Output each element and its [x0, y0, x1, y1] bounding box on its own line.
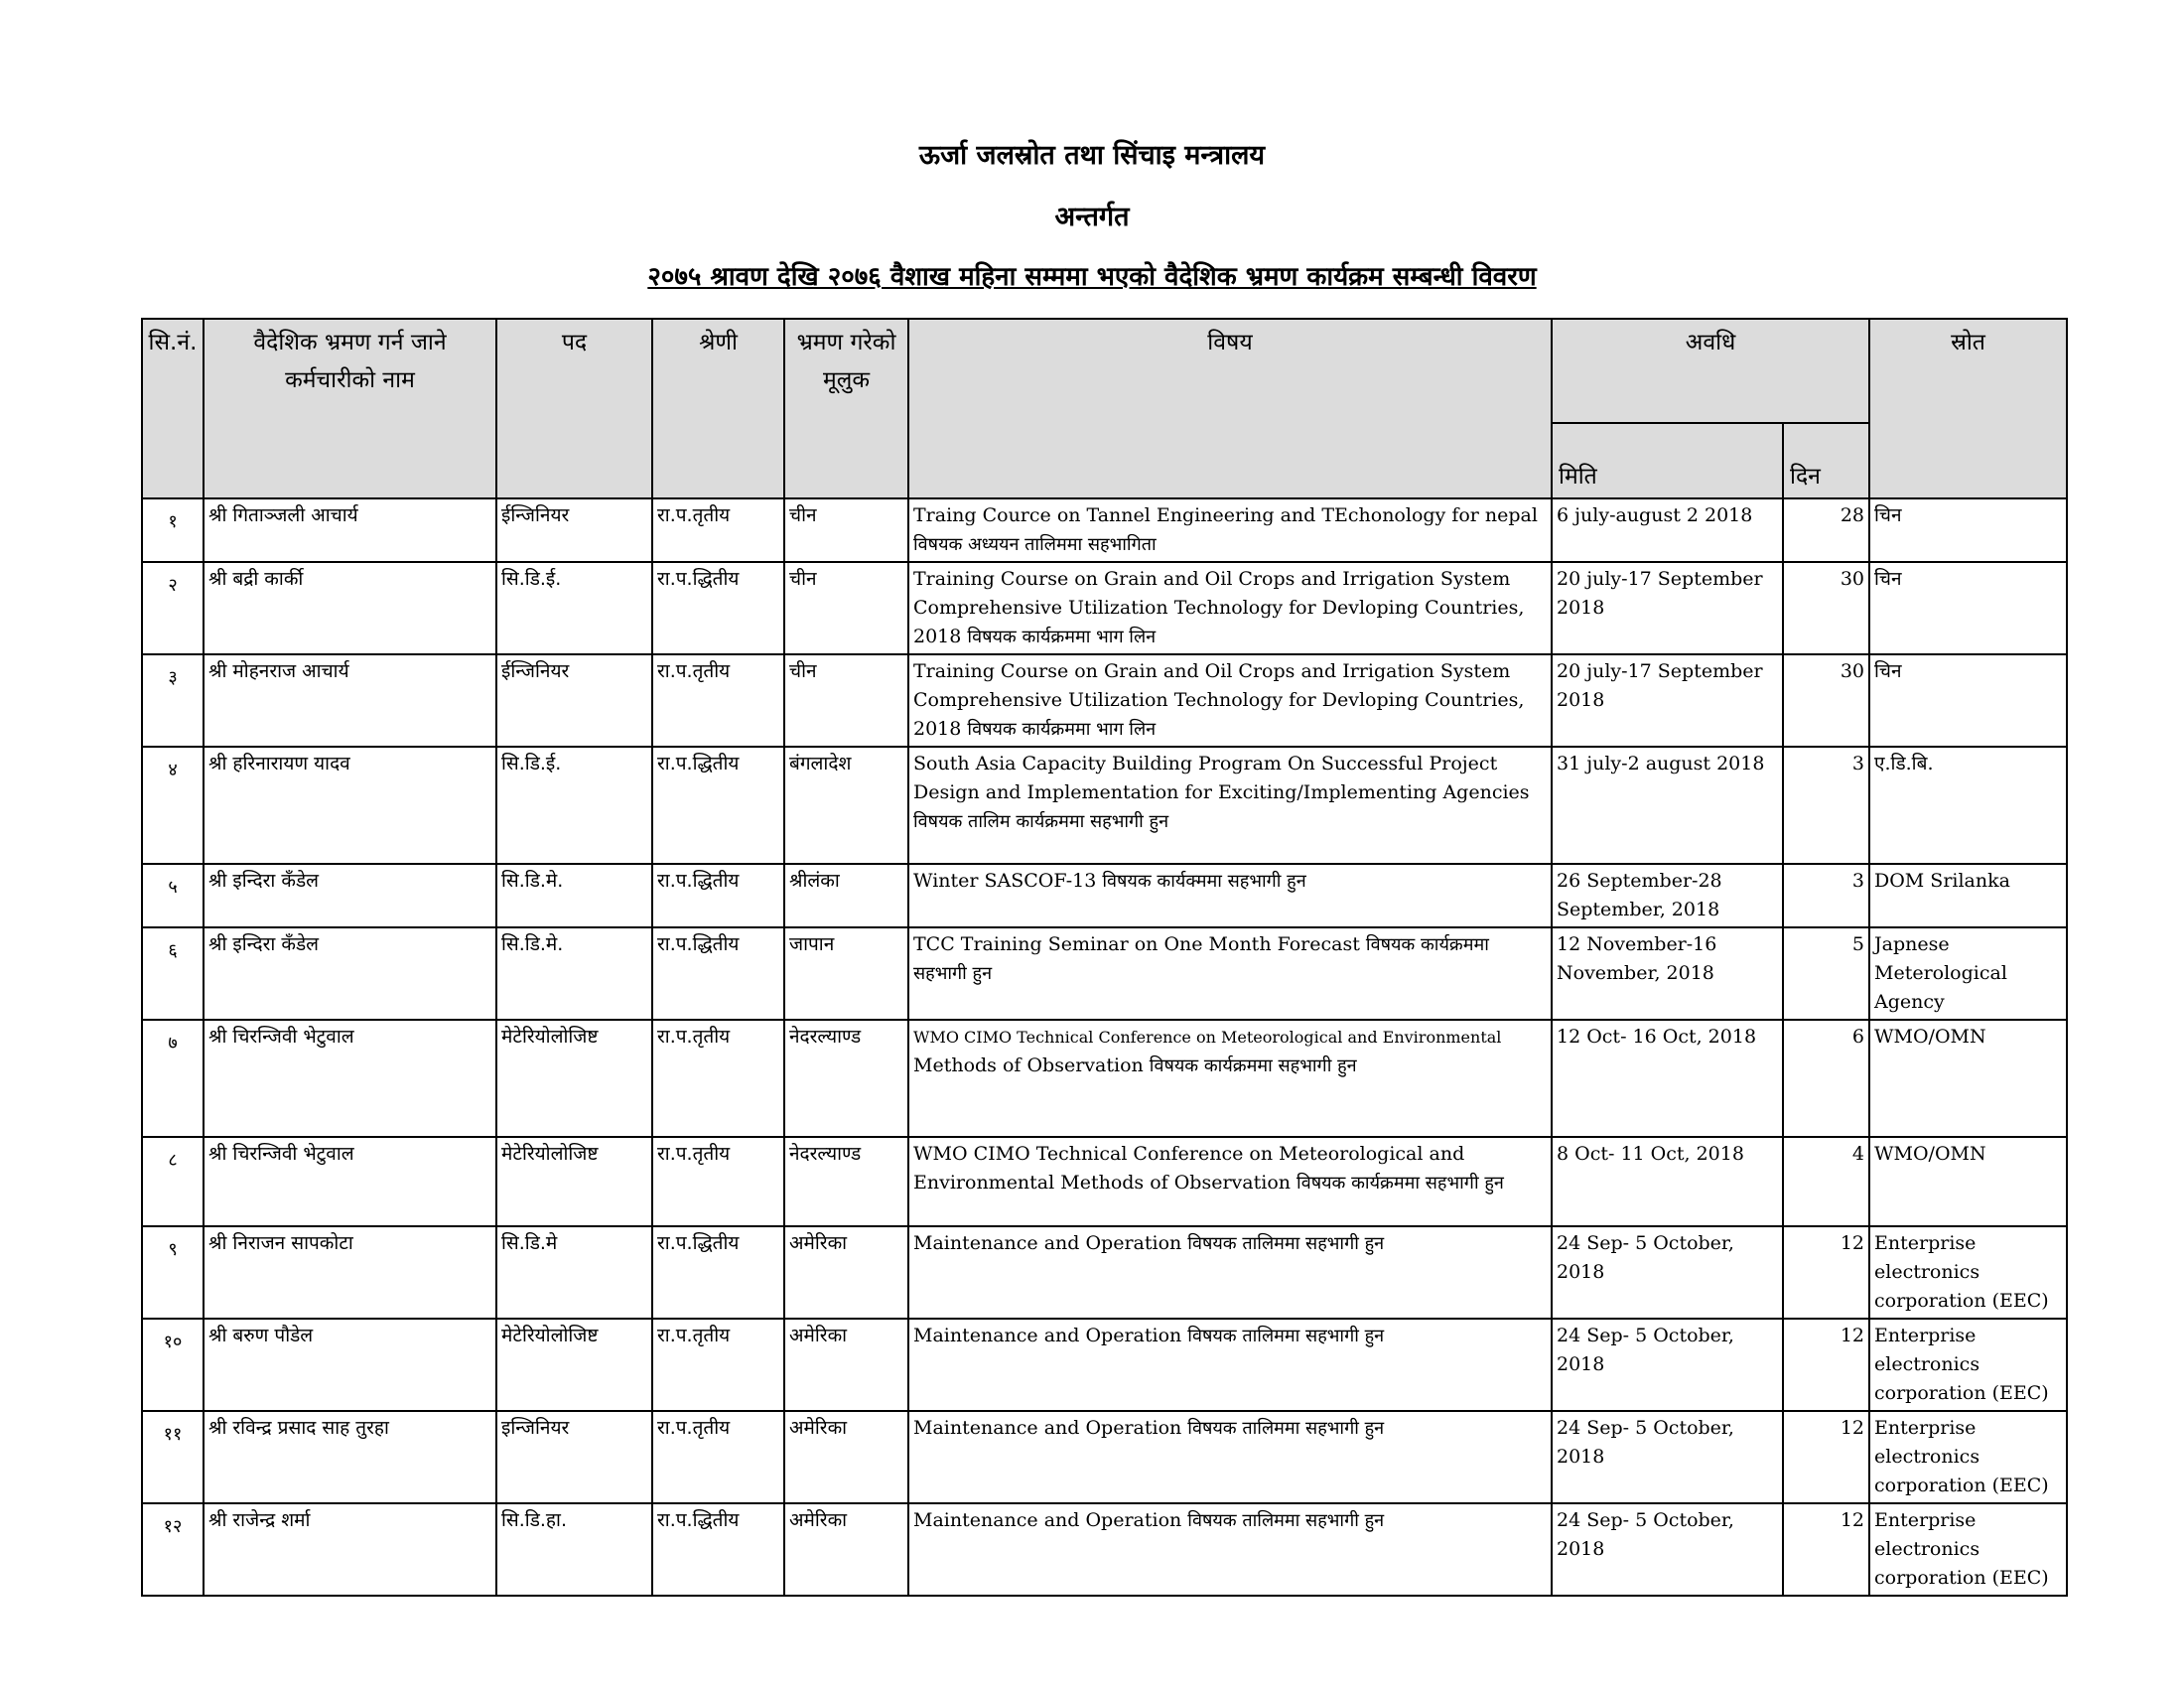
row-class: रा.प.द्धितीय: [652, 562, 784, 654]
ministry-title: ऊर्जा जलस्रोत तथा सिंचाइ मन्त्रालय: [918, 140, 1266, 171]
row-country: नेदरल्याण्ड: [784, 1137, 908, 1226]
row-post: मेटेरियोलोजिष्ट: [496, 1137, 652, 1226]
subject-nepali: विषयक तालिममा सहभागी हुन: [1187, 1510, 1385, 1531]
row-country: बंगलादेश: [784, 747, 908, 864]
row-date: 6 july-august 2 2018: [1552, 498, 1783, 562]
row-sn: १२: [142, 1503, 204, 1596]
table-header: [142, 319, 2067, 498]
row-name: श्री गिताञ्जली आचार्य: [204, 498, 496, 562]
subject-nepali: विषयक अध्ययन तालिममा सहभागिता: [913, 534, 1157, 555]
row-days: 12: [1783, 1503, 1869, 1596]
row-class: रा.प.द्धितीय: [652, 1226, 784, 1319]
header-post: पद: [496, 319, 652, 498]
row-date: 24 Sep- 5 October, 2018: [1552, 1503, 1783, 1596]
row-country: नेदरल्याण्ड: [784, 1020, 908, 1137]
table-row: [142, 1137, 2067, 1226]
row-sn: ३: [142, 654, 204, 747]
row-sn: ४: [142, 747, 204, 864]
table-row: [142, 1411, 2067, 1503]
header-country: भ्रमण गरेको मूलुक: [784, 319, 908, 498]
row-name: श्री मोहनराज आचार्य: [204, 654, 496, 747]
row-country: चीन: [784, 562, 908, 654]
row-days: 4: [1783, 1137, 1869, 1226]
subject-nepali: विषयक तालिममा सहभागी हुन: [1187, 1233, 1385, 1254]
header-source: स्रोत: [1869, 319, 2067, 498]
row-post: ईन्जिनियर: [496, 498, 652, 562]
row-source: चिन: [1869, 498, 2067, 562]
row-name: श्री इन्दिरा कँडेल: [204, 864, 496, 927]
row-post: ईन्जिनियर: [496, 654, 652, 747]
row-days: 6: [1783, 1020, 1869, 1137]
row-days: 12: [1783, 1319, 1869, 1411]
row-sn: १०: [142, 1319, 204, 1411]
row-country: जापान: [784, 927, 908, 1020]
row-post: इन्जिनियर: [496, 1411, 652, 1503]
report-title: २०७५ श्रावण देखि २०७६ वैशाख महिना सम्ममा भएको वैदेशिक भ्रमण कार्यक्रम सम्बन्धी विवरण: [647, 262, 1537, 292]
table-row: [142, 498, 2067, 562]
row-subject: [908, 1020, 1552, 1137]
subject-english: Maintenance and Operation: [913, 1232, 1182, 1254]
row-name: श्री हरिनारायण यादव: [204, 747, 496, 864]
row-sn: २: [142, 562, 204, 654]
subject-english: Methods of Observation: [913, 1055, 1144, 1076]
row-date: 12 November-16 November, 2018: [1552, 927, 1783, 1020]
subject-english: Traing Cource on Tannel Engineering and TEchonology for nepal: [913, 504, 1538, 526]
subject-nepali: विषयक कार्यक्रममा सहभागी हुन: [1149, 1055, 1357, 1076]
row-days: 12: [1783, 1226, 1869, 1319]
row-subject: [908, 654, 1552, 747]
row-country: अमेरिका: [784, 1319, 908, 1411]
subject-english: WMO CIMO Technical Conference on Meteorological and Environmental Methods of Observation: [913, 1143, 1465, 1194]
table-row: [142, 1503, 2067, 1596]
row-post: सि.डि.ई.: [496, 747, 652, 864]
header-subject: विषय: [908, 319, 1552, 498]
row-subject: [908, 747, 1552, 864]
row-sn: ११: [142, 1411, 204, 1503]
subject-nepali: विषयक तालिममा सहभागी हुन: [1187, 1418, 1385, 1439]
row-name: श्री इन्दिरा कँडेल: [204, 927, 496, 1020]
row-source: Enterprise electronics corporation (EEC): [1869, 1319, 2067, 1411]
row-subject: [908, 927, 1552, 1020]
row-sn: ८: [142, 1137, 204, 1226]
row-post: सि.डि.मे.: [496, 927, 652, 1020]
row-post: मेटेरियोलोजिष्ट: [496, 1319, 652, 1411]
ministry-subtitle: अन्तर्गत: [1054, 202, 1130, 232]
row-date: 20 july-17 September 2018: [1552, 562, 1783, 654]
row-source: DOM Srilanka: [1869, 864, 2067, 927]
row-subject: [908, 1503, 1552, 1596]
row-post: सि.डि.हा.: [496, 1503, 652, 1596]
row-class: रा.प.द्धितीय: [652, 1503, 784, 1596]
row-subject: [908, 498, 1552, 562]
row-class: रा.प.तृतीय: [652, 1137, 784, 1226]
row-post: मेटेरियोलोजिष्ट: [496, 1020, 652, 1137]
subject-nepali: विषयक तालिममा सहभागी हुन: [1187, 1326, 1385, 1346]
row-source: WMO/OMN: [1869, 1137, 2067, 1226]
row-class: रा.प.द्धितीय: [652, 864, 784, 927]
header-duration: अवधि: [1552, 319, 1869, 423]
row-source: Japnese Meterological Agency: [1869, 927, 2067, 1020]
row-class: रा.प.द्धितीय: [652, 927, 784, 1020]
table-row: [142, 1020, 2067, 1137]
row-sn: ६: [142, 927, 204, 1020]
row-subject: [908, 1226, 1552, 1319]
header-days: दिन: [1783, 423, 1869, 498]
row-source: WMO/OMN: [1869, 1020, 2067, 1137]
subject-english: South Asia Capacity Building Program On Successful Project Design and Implementation for Exciting/Implementing Agencies: [913, 753, 1530, 803]
row-name: श्री बरुण पौडेल: [204, 1319, 496, 1411]
row-name: श्री रविन्द्र प्रसाद साह तुरहा: [204, 1411, 496, 1503]
table-body: [142, 498, 2067, 1596]
row-source: चिन: [1869, 562, 2067, 654]
row-date: 24 Sep- 5 October, 2018: [1552, 1319, 1783, 1411]
row-source: ए.डि.बि.: [1869, 747, 2067, 864]
row-sn: १: [142, 498, 204, 562]
table-row: [142, 927, 2067, 1020]
subject-nepali: विषयक कार्यक्रममा सहभागी हुन: [1297, 1173, 1504, 1194]
subject-english: TCC Training Seminar on One Month Forecast: [913, 933, 1360, 955]
row-class: रा.प.तृतीय: [652, 1319, 784, 1411]
row-country: चीन: [784, 498, 908, 562]
row-country: चीन: [784, 654, 908, 747]
row-days: 28: [1783, 498, 1869, 562]
row-sn: ९: [142, 1226, 204, 1319]
row-country: अमेरिका: [784, 1226, 908, 1319]
row-subject: [908, 1319, 1552, 1411]
subject-english: Maintenance and Operation: [913, 1325, 1182, 1346]
subject-english: Training Course on Grain and Oil Crops and Irrigation System Comprehensive Utilization Technology for Devloping Countries, 2018: [913, 660, 1525, 740]
row-class: रा.प.तृतीय: [652, 498, 784, 562]
foreign-visit-table: [141, 318, 2068, 1597]
row-post: सि.डि.मे: [496, 1226, 652, 1319]
row-source: Enterprise electronics corporation (EEC): [1869, 1226, 2067, 1319]
table-row: [142, 1226, 2067, 1319]
row-subject: [908, 1411, 1552, 1503]
table-row: [142, 1319, 2067, 1411]
subject-nepali: विषयक कार्यक्रममा भाग लिन: [967, 627, 1157, 647]
row-days: 30: [1783, 562, 1869, 654]
subject-nepali: विषयक कार्यक्रममा भाग लिन: [967, 719, 1157, 740]
row-date: 12 Oct- 16 Oct, 2018: [1552, 1020, 1783, 1137]
row-sn: ७: [142, 1020, 204, 1137]
row-post: सि.डि.ई.: [496, 562, 652, 654]
header-date: मिति: [1552, 423, 1783, 498]
subject-english: Maintenance and Operation: [913, 1509, 1182, 1531]
row-subject: [908, 562, 1552, 654]
row-subject: [908, 1137, 1552, 1226]
table-row: [142, 864, 2067, 927]
row-days: 30: [1783, 654, 1869, 747]
row-country: अमेरिका: [784, 1503, 908, 1596]
row-date: 20 july-17 September 2018: [1552, 654, 1783, 747]
subject-english-small: WMO CIMO Technical Conference on Meteorological and Environmental: [913, 1028, 1502, 1047]
subject-english: Training Course on Grain and Oil Crops and Irrigation System Comprehensive Utilization Technology for Devloping Countries, 2018: [913, 568, 1525, 647]
row-days: 5: [1783, 927, 1869, 1020]
row-post: सि.डि.मे.: [496, 864, 652, 927]
subject-english: Maintenance and Operation: [913, 1417, 1182, 1439]
row-class: रा.प.तृतीय: [652, 654, 784, 747]
subject-english: Winter SASCOF-13: [913, 870, 1097, 892]
row-name: श्री चिरन्जिवी भेटुवाल: [204, 1020, 496, 1137]
row-class: रा.प.द्धितीय: [652, 747, 784, 864]
row-source: Enterprise electronics corporation (EEC): [1869, 1411, 2067, 1503]
row-days: 3: [1783, 747, 1869, 864]
row-subject: [908, 864, 1552, 927]
row-days: 12: [1783, 1411, 1869, 1503]
row-date: 26 September-28 September, 2018: [1552, 864, 1783, 927]
table-row: [142, 747, 2067, 864]
row-name: श्री बद्री कार्की: [204, 562, 496, 654]
row-days: 3: [1783, 864, 1869, 927]
document-header: [0, 139, 2184, 294]
row-class: रा.प.तृतीय: [652, 1411, 784, 1503]
table-row: [142, 654, 2067, 747]
subject-nepali: विषयक कार्यक्रममा सहभागी हुन: [913, 934, 1489, 984]
row-date: 31 july-2 august 2018: [1552, 747, 1783, 864]
row-name: श्री निराजन सापकोटा: [204, 1226, 496, 1319]
row-class: रा.प.तृतीय: [652, 1020, 784, 1137]
row-country: श्रीलंका: [784, 864, 908, 927]
subject-nepali: विषयक कार्यक्ममा सहभागी हुन: [1102, 871, 1306, 892]
header-name: वैदेशिक भ्रमण गर्न जाने कर्मचारीको नाम: [204, 319, 496, 498]
row-source: चिन: [1869, 654, 2067, 747]
row-date: 24 Sep- 5 October, 2018: [1552, 1226, 1783, 1319]
header-sn: सि.नं.: [142, 319, 204, 498]
row-source: Enterprise electronics corporation (EEC): [1869, 1503, 2067, 1596]
header-class: श्रेणी: [652, 319, 784, 498]
row-sn: ५: [142, 864, 204, 927]
table-row: [142, 562, 2067, 654]
row-date: 24 Sep- 5 October, 2018: [1552, 1411, 1783, 1503]
row-name: श्री चिरन्जिवी भेटुवाल: [204, 1137, 496, 1226]
subject-nepali: विषयक तालिम कार्यक्रममा सहभागी हुन: [913, 811, 1169, 832]
row-date: 8 Oct- 11 Oct, 2018: [1552, 1137, 1783, 1226]
row-country: अमेरिका: [784, 1411, 908, 1503]
row-name: श्री राजेन्द्र शर्मा: [204, 1503, 496, 1596]
